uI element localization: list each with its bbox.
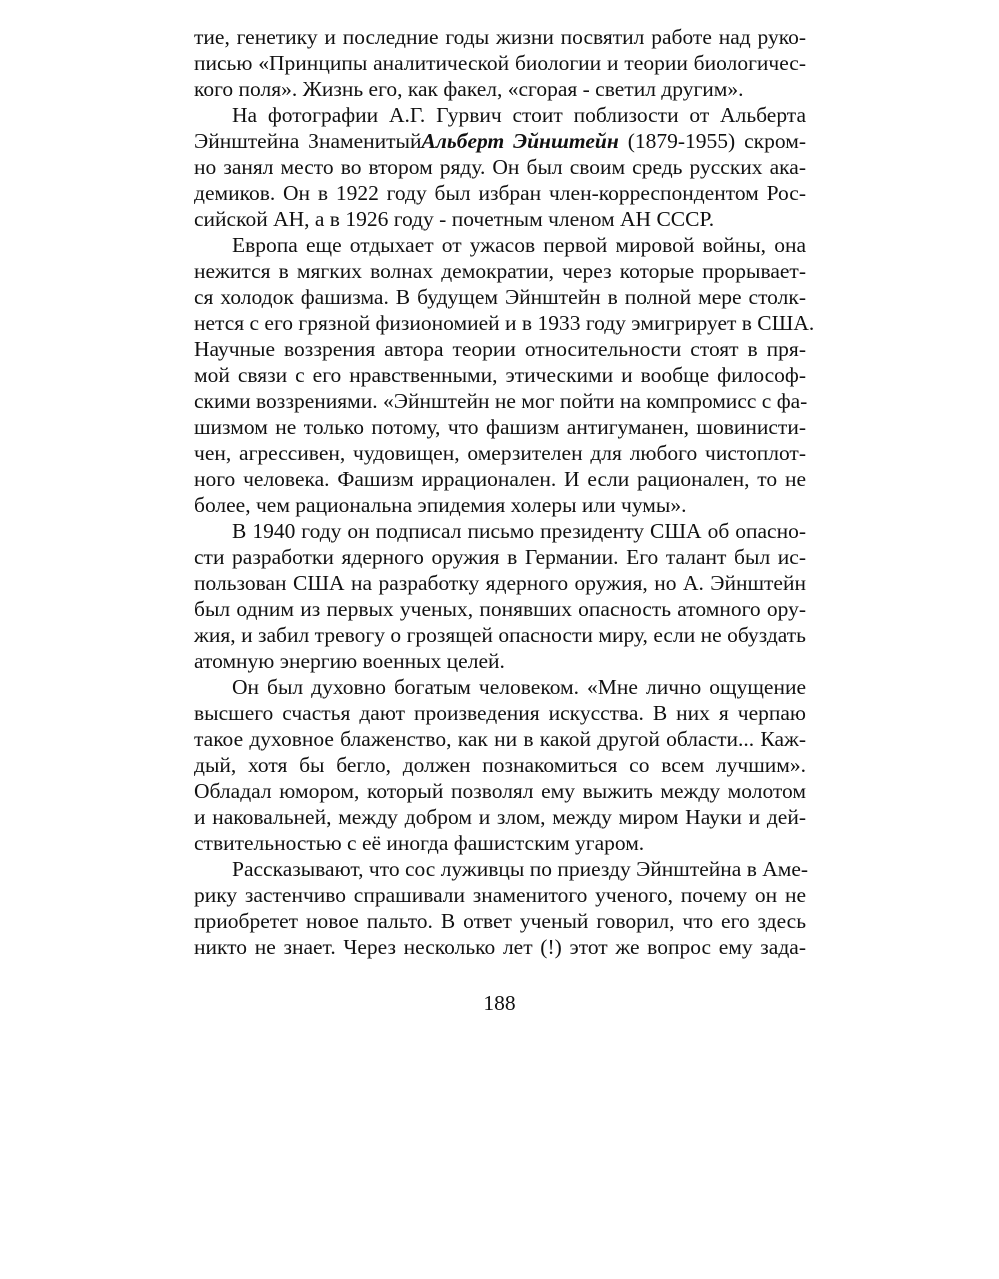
text-line: сийской АН, а в 1926 году - почетным членом АН СССР. — [194, 207, 715, 231]
text-line: ся холодок фашизма. В будущем Эйнштейн в полной мере столк- — [194, 285, 806, 309]
text-line: Научные воззрения автора теории относительности стоят в пря- — [194, 337, 806, 361]
text-line: ного человека. Фашизм иррационален. И если рационален, то не — [194, 467, 806, 491]
text-line: ствительностью с её иногда фашистским угаром. — [194, 831, 645, 855]
emphasized-name: Альберт Эйнштейн — [421, 129, 619, 153]
text-line: приобретет новое пальто. В ответ ученый говорил, что его здесь — [194, 909, 806, 933]
paragraph — [194, 232, 815, 518]
text-line: жия, и забил тревогу о грозящей опасности миру, если не обуздать — [194, 623, 806, 647]
text-line: более, чем рациональна эпидемия холеры или чумы». — [194, 493, 687, 517]
text-line: и наковальней, между добром и злом, между миром Науки и дей- — [194, 805, 806, 829]
text-fragment: Эйнштейна Знаменитый — [194, 129, 422, 153]
body-text — [194, 24, 815, 960]
text-line: высшего счастья дают произведения искусства. В них я черпаю — [194, 701, 806, 725]
text-line: рику застенчиво спрашивали знаменитого ученого, почему он не — [194, 883, 806, 907]
text-line: дый, хотя бы бегло, должен познакомиться со всем лучшим». — [194, 753, 806, 777]
text-line: На фотографии А.Г. Гурвич стоит поблизости от Альберта — [232, 103, 806, 127]
text-line: чен, агрессивен, чудовищен, омерзителен для любого чистоплот- — [194, 441, 806, 465]
text-line: тие, генетику и последние годы жизни посвятил работе над руко- — [194, 25, 806, 49]
text-line: Он был духовно богатым человеком. «Мне лично ощущение — [232, 675, 806, 699]
paragraph — [194, 856, 809, 960]
text-line: скими воззрениями. «Эйнштейн не мог пойти на компромисс с фа- — [194, 389, 808, 413]
text-line: В 1940 году он подписал письмо президенту США об опасно- — [232, 519, 806, 543]
text-line: демиков. Он в 1922 году был избран член-корреспондентом Рос- — [194, 181, 806, 205]
text-fragment: (1879-1955) скром- — [618, 129, 806, 153]
text-line: мой связи с его нравственными, этическими и вообще философ- — [194, 363, 806, 387]
page-number: 188 — [483, 991, 516, 1015]
text-line: нется с его грязной физиономией и в 1933 году эмигрирует в США. — [194, 311, 815, 335]
text-line: писью «Принципы аналитической биологии и теории биологичес- — [194, 51, 806, 75]
text-line: был одним из первых ученых, понявших опасность атомного ору- — [194, 597, 806, 621]
text-line: такое духовное блаженство, как ни в какой другой области... Каж- — [194, 727, 806, 751]
text-line: шизмом не только потому, что фашизм антигуманен, шовинисти- — [194, 415, 806, 439]
text-line: Рассказывают, что сос луживцы по приезду Эйнштейна в Аме- — [232, 857, 809, 881]
text-line: кого поля». Жизнь его, как факел, «сгорая - светил другим». — [194, 77, 744, 101]
text-line: Обладал юмором, который позволял ему выжить между молотом — [194, 779, 806, 803]
text-line — [194, 128, 806, 154]
text-line: нежится в мягких волнах демократии, через которые прорывает- — [194, 259, 806, 283]
paragraph — [194, 24, 806, 102]
text-line: Европа еще отдыхает от ужасов первой мировой войны, она — [232, 233, 806, 257]
text-line: но занял место во втором ряду. Он был своим средь русских ака- — [194, 155, 806, 179]
paragraph — [194, 102, 806, 232]
text-line: сти разработки ядерного оружия в Германии. Его талант был ис- — [194, 545, 806, 569]
paragraph — [194, 518, 806, 674]
text-line: атомную энергию военных целей. — [194, 649, 505, 673]
text-line: пользован США на разработку ядерного оружия, но А. Эйнштейн — [194, 571, 806, 595]
paragraph — [194, 674, 806, 856]
text-line: никто не знает. Через несколько лет (!) этот же вопрос ему зада- — [194, 935, 806, 959]
